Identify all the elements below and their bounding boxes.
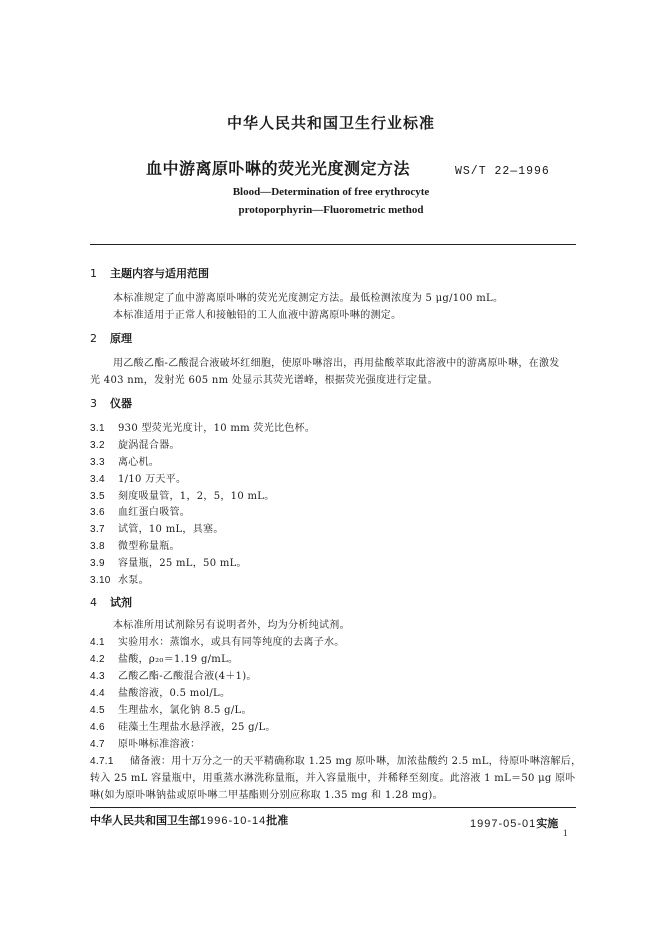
- reagent-item: 4.3 乙酸乙酯-乙酸混合液(4＋1)。: [90, 671, 257, 682]
- reagent-subitem-line-2: 转入 25 mL 容量瓶中，用重蒸水淋洗称量瓶，并入容量瓶中，并稀释至刻度。此溶液 1 mL＝50 μg 原卟: [90, 773, 576, 784]
- section-2-paragraph-line-2: 光 403 nm，发射光 605 nm 处显示其荧光谱峰，根据荧光强度进行定量。: [90, 375, 438, 386]
- english-title-line-2: protoporphyrin—Fluorometric method: [238, 204, 424, 216]
- instrument-item: 3.4 1/10 万天平。: [90, 474, 187, 485]
- section-4-intro: 本标准所用试剂除另有说明者外，均为分析纯试剂。: [113, 620, 350, 631]
- instrument-item: 3.2 旋涡混合器。: [90, 440, 180, 451]
- instrument-item: 3.7 试管，10 mL，具塞。: [90, 524, 224, 535]
- section-3-heading: 3 仪器: [90, 397, 132, 410]
- section-4-heading: 4 试剂: [90, 596, 132, 609]
- section-2-paragraph-line-1: 用乙酸乙酯-乙酸混合液破坏红细胞，使原卟啉溶出，再用盐酸萃取此溶液中的游离原卟啉，在激发: [113, 358, 560, 369]
- section-2-heading: 2 原理: [90, 332, 132, 345]
- section-1-paragraph-2: 本标准适用于正常人和接触铅的工人血液中游离原卟啉的测定。: [113, 310, 402, 321]
- instrument-item: 3.5 刻度吸量管，1，2，5，10 mL。: [90, 491, 275, 502]
- footer-divider: [90, 807, 576, 808]
- instrument-item: 3.1 930 型荧光光度计，10 mm 荧光比色杯。: [90, 423, 316, 434]
- reagent-item: 4.4 盐酸溶液，0.5 mol/L。: [90, 688, 231, 699]
- section-1-paragraph-1: 本标准规定了血中游离原卟啉的荧光光度测定方法。最低检测浓度为 5 μg/100 mL。: [113, 293, 504, 304]
- reagent-item: 4.2 盐酸，ρ₂₀＝1.19 g/mL。: [90, 654, 239, 665]
- page-number: 1: [563, 828, 568, 838]
- reagent-item: 4.6 硅藻土生理盐水悬浮液，25 g/L。: [90, 722, 276, 733]
- std-code: WS/T 22—1996: [455, 165, 550, 178]
- instrument-item: 3.6 血红蛋白吸管。: [90, 507, 191, 518]
- reagent-item: 4.5 生理盐水，氯化钠 8.5 g/L。: [90, 705, 252, 716]
- instrument-item: 3.3 离心机。: [90, 457, 160, 468]
- org-title: 中华人民共和国卫生行业标准: [226, 114, 435, 132]
- instrument-item: 3.8 微型称量瓶。: [90, 541, 180, 552]
- english-title-line-1: Blood—Determination of free erythrocyte: [232, 186, 430, 198]
- reagent-item: 4.1 实验用水：蒸馏水，或具有同等纯度的去离子水。: [90, 637, 345, 648]
- reagent-subitem-line-3: 啉(如为原卟啉钠盐或原卟啉二甲基酯则分别应称取 1.35 mg 和 1.28 mg)。: [90, 790, 443, 801]
- reagent-subitem-line-1: 4.7.1 储备液：用十万分之一的天平精确称取 1.25 mg 原卟啉，加浓盐酸约 2.5 mL，待原卟啉溶解后，: [90, 756, 582, 767]
- section-1-heading: 1 主题内容与适用范围: [90, 267, 209, 280]
- instrument-item: 3.9 容量瓶，25 mL，50 mL。: [90, 558, 247, 569]
- header-divider: [90, 244, 576, 245]
- implementation-date: 1997-05-01实施: [470, 817, 559, 830]
- reagent-item: 4.7 原卟啉标准溶液：: [90, 739, 201, 750]
- approval-line: 中华人民共和国卫生部1996-10-14批准: [90, 814, 289, 827]
- doc-title: 血中游离原卟啉的荧光光度测定方法: [146, 159, 411, 178]
- instrument-item: 3.10 水泵。: [90, 575, 149, 586]
